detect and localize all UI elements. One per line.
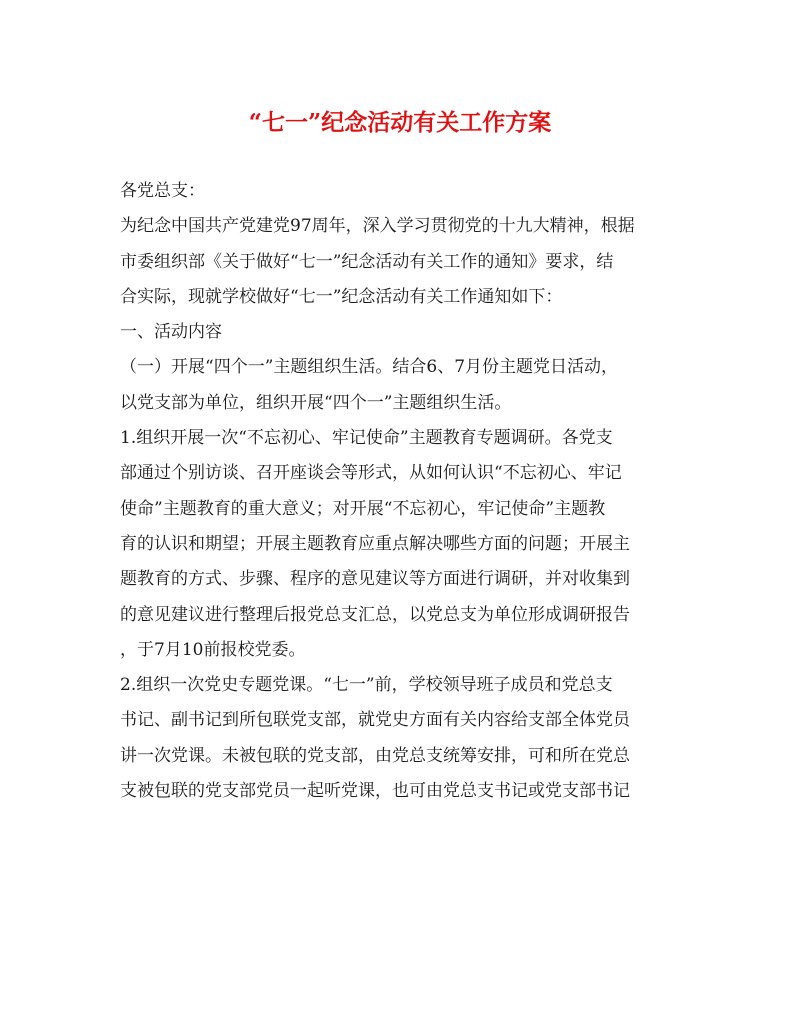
paragraph-line: 市委组织部《关于做好“七一”纪念活动有关工作的通知》要求，结 <box>120 251 614 272</box>
paragraph-line: ，于7月10前报校党委。 <box>120 639 306 660</box>
paragraph-line: 讲一次党课。未被包联的党支部，由党总支统筹安排，可和所在党总 <box>120 745 630 766</box>
subsection-heading-line: （一）开展“四个一”主题组织生活。结合6、7月份主题党日活动， <box>120 357 619 378</box>
item-1-line: 1.组织开展一次“不忘初心、牢记使命”主题教育专题调研。各党支 <box>120 428 613 449</box>
paragraph-line: 支被包联的党支部党员一起听党课，也可由党总支书记或党支部书记 <box>120 781 630 802</box>
salutation-line: 各党总支： <box>120 181 205 201</box>
section-heading: 一、活动内容 <box>120 322 222 343</box>
paragraph-line: 题教育的方式、步骤、程序的意见建议等方面进行调研，并对收集到 <box>120 569 630 590</box>
item-2-line: 2.组织一次党史专题党课。“七一”前，学校领导班子成员和党总支 <box>120 675 613 696</box>
paragraph-line: 书记、副书记到所包联党支部，就党史方面有关内容给支部全体党员 <box>120 710 630 731</box>
paragraph-line: 使命”主题教育的重大意义；对开展“不忘初心，牢记使命”主题教 <box>120 498 606 519</box>
document-body <box>120 174 680 809</box>
paragraph-line: 的意见建议进行整理后报党总支汇总，以党总支为单位形成调研报告 <box>120 604 630 625</box>
paragraph-line: 合实际，现就学校做好“七一”纪念活动有关工作通知如下： <box>120 286 563 307</box>
paragraph-line: 部通过个别访谈、召开座谈会等形式，从如何认识“不忘初心、牢记 <box>120 463 622 484</box>
document-title: “七一”纪念活动有关工作方案 <box>248 109 552 136</box>
paragraph-line: 以党支部为单位，组织开展“四个一”主题组织生活。 <box>120 392 512 413</box>
paragraph-line: 为纪念中国共产党建党97周年，深入学习贯彻党的十九大精神，根据 <box>120 216 635 237</box>
paragraph-line: 育的认识和期望；开展主题教育应重点解决哪些方面的问题；开展主 <box>120 533 630 554</box>
